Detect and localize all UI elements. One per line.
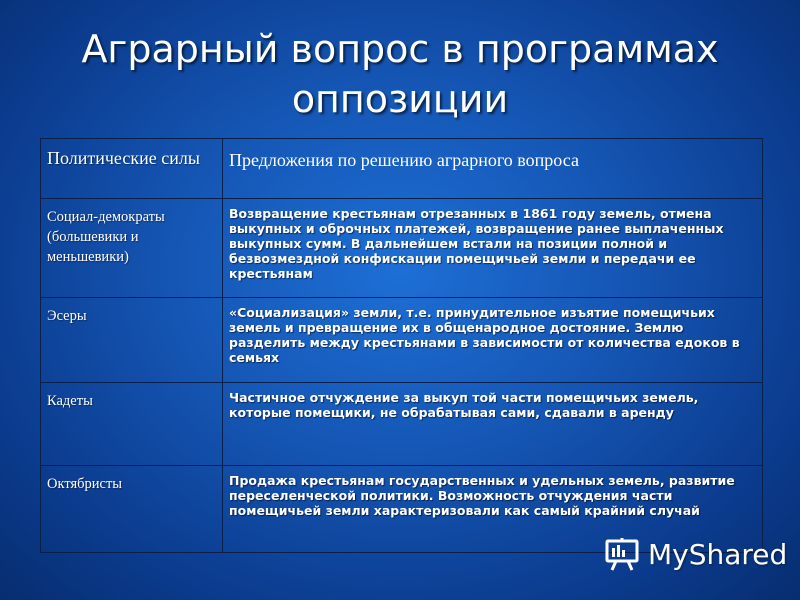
myshared-watermark — [604, 535, 787, 575]
proposal-cell: Продажа крестьянам государственных и удельных земель, развитие переселенческой политики. Возможность отчуждения части помещичьей земли характеризовали как самый крайний случай — [223, 466, 763, 553]
watermark-text: MyShared — [648, 538, 788, 571]
party-cell: Октябристы — [41, 466, 223, 553]
header-proposals: Предложения по решению аграрного вопроса — [223, 139, 763, 199]
opposition-agrarian-table — [40, 138, 763, 553]
table-row — [41, 298, 763, 383]
proposal-cell: Частичное отчуждение за выкуп той части помещичьих земель, которые помещики, не обрабатывая сами, сдавали в аренду — [223, 383, 763, 466]
table-header-row — [41, 139, 763, 199]
party-cell: Кадеты — [41, 383, 223, 466]
proposal-cell: «Социализация» земли, т.е. принудительное изъятие помещичьих земель и превращение их в общенародное достояние. Землю разделить между крестьянами в зависимости от количества едоков в семьях — [223, 298, 763, 383]
party-cell: Социал-демократы (большевики и меньшевики) — [41, 199, 223, 298]
proposal-cell: Возвращение крестьянам отрезанных в 1861 году земель, отмена выкупных и оброчных платежей, возвращение ранее выплаченных выкупных сумм. В дальнейшем встали на позиции полной и безвозмездной конфискации помещичьей земли и передачи ее крестьянам — [223, 199, 763, 298]
presentation-screen-icon — [604, 537, 642, 573]
table-row — [41, 199, 763, 298]
header-political-forces: Политические силы — [41, 139, 223, 199]
slide-title: Аграрный вопрос в программах оппозиции — [81, 27, 719, 121]
table-row — [41, 383, 763, 466]
party-cell: Эсеры — [41, 298, 223, 383]
